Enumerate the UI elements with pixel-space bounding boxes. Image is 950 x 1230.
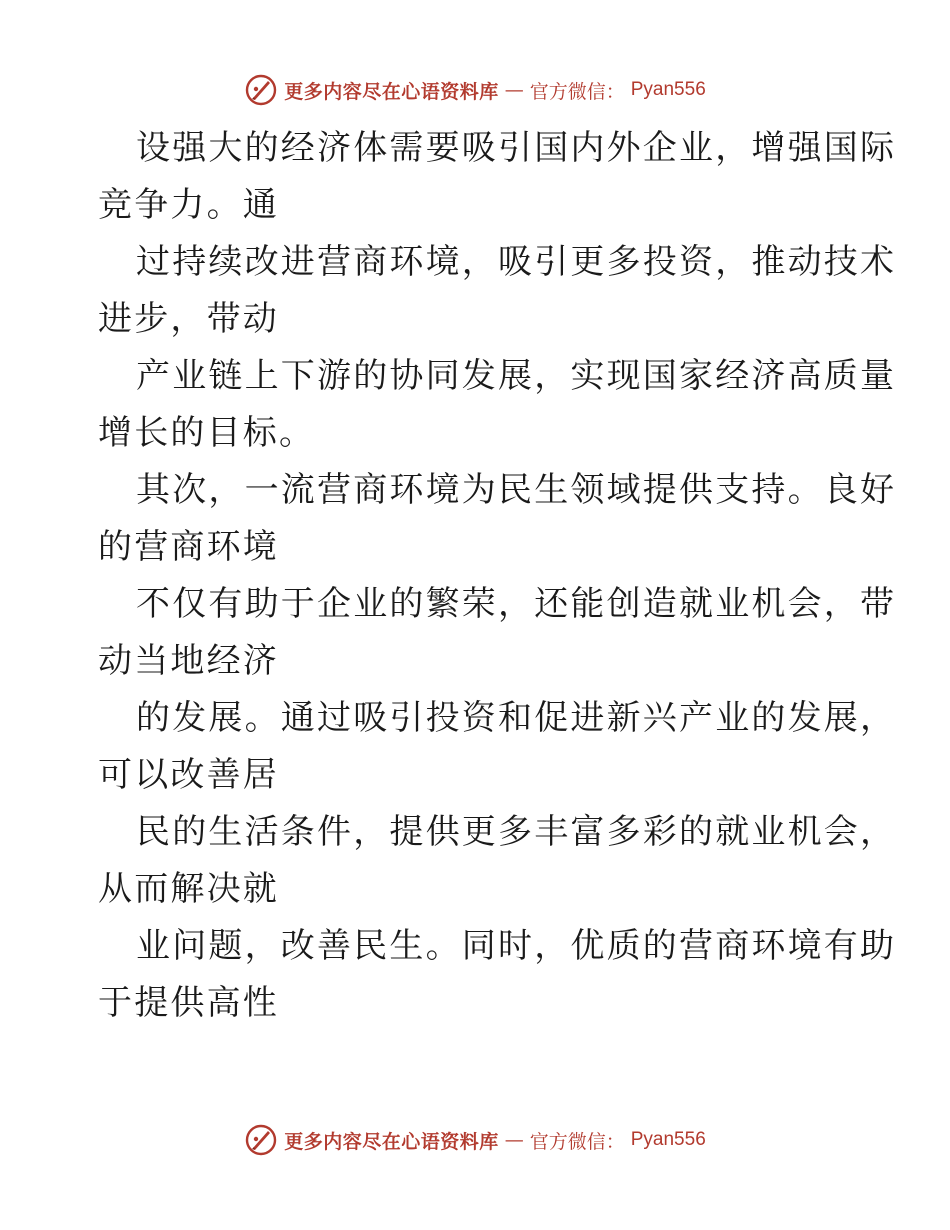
body-line: 可以改善居: [98, 755, 279, 795]
footer-wechat-id: Pyan556: [630, 1129, 706, 1150]
header-banner: [0, 70, 950, 110]
document-body: [98, 120, 897, 1032]
body-line: 设强大的经济体需要吸引国内外企业，增强国际: [136, 128, 897, 168]
body-line: 其次，一流营商环境为民生领域提供支持。良好: [136, 470, 897, 510]
body-line: 民的生活条件，提供更多丰富多彩的就业机会，: [136, 812, 897, 852]
footer-banner-inner: [244, 1123, 706, 1157]
body-line: 的营商环境: [98, 527, 279, 567]
body-line: 业问题，改善民生。同时，优质的营商环境有助: [136, 926, 897, 966]
body-line: 从而解决就: [98, 869, 279, 909]
header-wechat-label: 官方微信：: [529, 80, 625, 103]
body-line: 过持续改进营商环境，吸引更多投资，推动技术: [136, 242, 897, 282]
footer-wechat-label: 官方微信：: [529, 1130, 625, 1153]
quill-pen-circle-icon: [244, 73, 278, 107]
footer-banner: [0, 1120, 950, 1160]
header-separator: —: [504, 79, 524, 101]
quill-pen-circle-icon: [244, 1123, 278, 1157]
body-line: 的发展。通过吸引投资和促进新兴产业的发展，: [136, 698, 897, 738]
body-line: 产业链上下游的协同发展，实现国家经济高质量: [136, 356, 897, 396]
body-line: 竞争力。通: [98, 185, 279, 225]
header-banner-inner: [244, 73, 706, 107]
body-line: 于提供高性: [98, 983, 279, 1023]
header-wechat-id: Pyan556: [630, 79, 706, 100]
body-line: 不仅有助于企业的繁荣，还能创造就业机会，带: [136, 584, 897, 624]
body-line: 进步，带动: [98, 299, 279, 339]
header-brand-text: 更多内容尽在心语资料库: [284, 80, 499, 103]
footer-brand-text: 更多内容尽在心语资料库: [284, 1130, 499, 1153]
body-line: 增长的目标。: [98, 413, 316, 453]
body-line: 动当地经济: [98, 641, 279, 681]
footer-separator: —: [504, 1129, 524, 1151]
